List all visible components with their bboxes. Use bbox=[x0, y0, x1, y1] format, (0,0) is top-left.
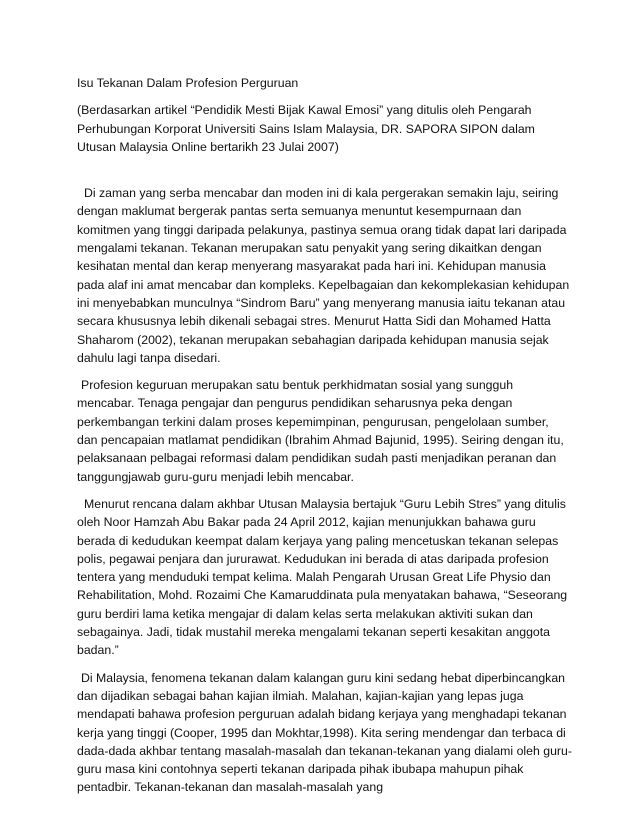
document-title: Isu Tekanan Dalam Profesion Perguruan bbox=[77, 76, 299, 90]
paragraph-4: Di Malaysia, fenomena tekanan dalam kalangan guru kini sedang hebat diperbincangkan dan dijadikan sebagai bahan kajian ilmiah. Malahan, kajian-kajian yang lepas juga mendapati bahawa profesion perguruan adalah bidang kerjaya yang menghadapi tekanan kerja yang tinggi (Cooper, 1995 dan Mokhtar,1998). Kita sering mendengar dan terbaca di dada-dada akhbar tentang masalah-masalah dan tekanan-tekanan yang dialami oleh guru-guru masa kini contohnya seperti tekanan daripada pihak ibubapa mahupun pihak pentadbir. Tekanan-tekanan dan masalah-masalah yang bbox=[77, 670, 572, 795]
source-note: (Berdasarkan artikel “Pendidik Mesti Bijak Kawal Emosi” yang ditulis oleh Pengarah Perhubungan Korporat Universiti Sains Islam Malaysia, DR. SAPORA SIPON dalam Utusan Malaysia Online bertarikh 23 Julai 2007) bbox=[77, 103, 535, 154]
paragraph-2: Profesion keguruan merupakan satu bentuk perkhidmatan sosial yang sungguh mencabar. Tenaga pengajar dan pengurus pendidikan seharusnya peka dengan perkembangan terkini dalam proses kepemimpinan, pengurusan, pengelolaan sumber, dan pencapaian matlamat pendidikan (Ibrahim Ahmad Bajunid, 1995). Seiring dengan itu, pelaksanaan pelbagai reformasi dalam pendidikan sudah pasti menjadikan peranan dan tanggungjawab guru-guru menjadi lebih mencabar. bbox=[77, 378, 564, 484]
paragraph-1: Di zaman yang serba mencabar dan moden ini di kala pergerakan semakin laju, seiring dengan maklumat bergerak pantas serta semuanya menuntut kesempurnaan dan komitmen yang tinggi daripada pelakunya, pastinya semua orang tidak dapat lari daripada mengalami tekanan. Tekanan merupakan satu penyakit yang sering dikaitkan dengan kesihatan mental dan kerap menyerang masyarakat pada hari ini. Kehidupan manusia pada alaf ini amat mencabar dan kompleks. Kepelbagaian dan kekomplekasian kehidupan ini menyebabkan munculnya “Sindrom Baru” yang menyerang manusia iaitu tekanan atau secara khususnya lebih dikenali sebagai stres. Menurut Hatta Sidi dan Mohamed Hatta Shaharom (2002), tekanan merupakan sebahagian daripada kehidupan manusia sejak dahulu lagi tanpa disedari. bbox=[77, 186, 570, 365]
paragraph-3: Menurut rencana dalam akhbar Utusan Malaysia bertajuk “Guru Lebih Stres” yang ditulis oleh Noor Hamzah Abu Bakar pada 24 April 2012, kajian menunjukkan bahawa guru berada di kedudukan keempat dalam kerjaya yang paling mencetuskan tekanan selepas polis, pegawai penjara dan jururawat. Kedudukan ini berada di atas daripada profesion tentera yang menduduki tempat kelima. Malah Pengarah Urusan Great Life Physio dan Rehabilitation, Mohd. Rozaimi Che Kamaruddinata pula menyatakan bahawa, “Seseorang guru berdiri lama ketika mengajar di dalam kelas serta melakukan aktiviti sukan dan sebagainya. Jadi, tidak mustahil mereka mengalami tekanan seperti kesakitan anggota badan.” bbox=[77, 496, 568, 658]
document-body bbox=[77, 74, 572, 806]
